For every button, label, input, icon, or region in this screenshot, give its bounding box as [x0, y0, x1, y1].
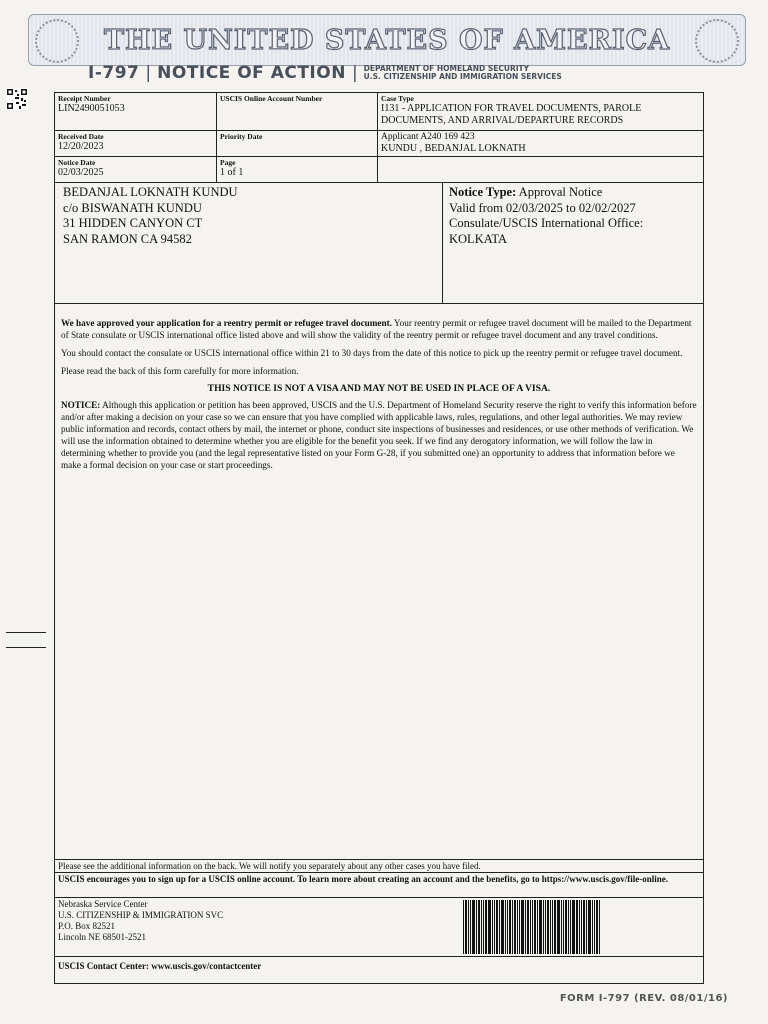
- pickup-instructions: You should contact the consulate or USCIS international office within 21 to 30 days from the date of this notice to pick up the reentry permit or refugee travel document.: [61, 348, 683, 358]
- barcode-bar: [505, 900, 506, 954]
- office-line-1: Nebraska Service Center: [58, 899, 148, 909]
- barcode-bar: [488, 900, 491, 954]
- priority-date-label: Priority Date: [220, 132, 263, 141]
- additional-info-row: [55, 859, 703, 872]
- notice-type-label: Notice Type:: [449, 185, 517, 199]
- barcode-bar: [581, 900, 582, 954]
- barcode-bar: [527, 900, 529, 954]
- page-cell: [217, 157, 378, 183]
- office-line-2: U.S. CITIZENSHIP & IMMIGRATION SVC: [58, 910, 224, 920]
- barcode-bar: [576, 900, 578, 954]
- barcode-bar: [550, 900, 551, 954]
- online-account-cell: [217, 93, 378, 131]
- barcode-bar: [570, 900, 571, 954]
- barcode-bar: [537, 900, 538, 954]
- approval-details: Your reentry permit or refugee travel document will be mailed to the Department of State consulate or USCIS international office listed above and will show the validity of the reentry permit or refugee travel document and any travel conditions.: [61, 318, 692, 340]
- barcode-bar: [592, 900, 593, 954]
- receipt-number: LIN2490051053: [58, 103, 125, 114]
- fold-mark: [6, 632, 46, 633]
- case-type-line-1: I131 - APPLICATION FOR TRAVEL DOCUMENTS, PAROLE: [381, 103, 642, 114]
- qr-code-icon: [6, 88, 28, 110]
- notice-label: NOTICE:: [61, 400, 101, 410]
- notice-date-label: Notice Date: [58, 158, 96, 167]
- barcode-bar: [530, 900, 531, 954]
- notice-form: [54, 92, 704, 984]
- page-value: 1 of 1: [220, 167, 244, 178]
- applicant-a-number: Applicant A240 169 423: [381, 132, 475, 142]
- notice-date-cell: [55, 157, 217, 183]
- barcode-bar: [476, 900, 477, 954]
- form-revision: FORM I-797 (REV. 08/01/16): [559, 993, 728, 1004]
- usa-banner: [28, 14, 746, 66]
- barcode-bar: [470, 900, 471, 954]
- case-type-line-2: DOCUMENTS, AND ARRIVAL/DEPARTURE RECORDS: [381, 115, 624, 126]
- barcode-bar: [596, 900, 598, 954]
- barcode-bar: [521, 900, 524, 954]
- barcode-bar: [514, 900, 516, 954]
- barcode-bar: [485, 900, 487, 954]
- address-line-2: c/o BISWANATH KUNDU: [63, 200, 202, 215]
- barcode-bar: [481, 900, 482, 954]
- barcode-bar: [572, 900, 575, 954]
- barcode-bar: [532, 900, 533, 954]
- office-line-3: P.O. Box 82521: [58, 921, 116, 931]
- barcode-bar: [554, 900, 556, 954]
- address-line-3: 31 HIDDEN CANYON CT: [63, 216, 203, 230]
- online-signup-text: USCIS encourages you to sign up for a USCIS online account. To learn more about creating an account and the benefits, go to https://www.uscis.gov/file-online.: [58, 874, 669, 884]
- barcode-bar: [565, 900, 567, 954]
- barcode-bar: [539, 900, 542, 954]
- empty-cell: [378, 157, 703, 183]
- barcode-bar: [519, 900, 520, 954]
- address-divider: [442, 183, 443, 303]
- barcode-bar: [594, 900, 595, 954]
- barcode-bar: [483, 900, 484, 954]
- notice-text: Although this application or petition has been approved, USCIS and the U.S. Department of Homeland Security reserve the right to verify this information before and/or after making a decision on your case so we can ensure that you have complied with applicable laws, rules, regulations, and other legal authorities. We may review public information and records, contact others by mail, the internet or phone, conduct site inspections of businesses and residences, or use other methods of verification. We will use the information obtained to determine whether you are eligible for the benefit you seek. If we find any derogatory information, we will follow the law in determining whether to provide you (and the legal representative listed on your Form G-28, if you submitted one) an opportunity to address that information before we make a formal decision on your case or start proceedings.: [61, 400, 697, 470]
- barcode-bar: [543, 900, 544, 954]
- fold-mark: [6, 647, 46, 648]
- barcode-bar: [494, 900, 495, 954]
- priority-date-cell: [217, 131, 378, 157]
- title-separator: |: [145, 63, 152, 83]
- page-label: Page: [220, 158, 236, 167]
- applicant-cell: [378, 131, 703, 157]
- applicant-name: KUNDU , BEDANJAL LOKNATH: [381, 143, 526, 154]
- form-number: I-797: [88, 63, 140, 83]
- receipt-number-cell: [55, 93, 217, 131]
- barcode-bar: [545, 900, 546, 954]
- barcode-bar: [586, 900, 587, 954]
- visa-warning: THIS NOTICE IS NOT A VISA AND MAY NOT BE USED IN PLACE OF A VISA.: [207, 383, 551, 394]
- case-type-cell: [378, 93, 703, 131]
- barcode-bar: [525, 900, 526, 954]
- barcode-bar: [512, 900, 513, 954]
- barcode-bar: [517, 900, 518, 954]
- mailing-address: [63, 185, 238, 247]
- barcode-bar: [463, 900, 464, 954]
- barcode-bar: [583, 900, 585, 954]
- agency-line-2: U.S. CITIZENSHIP AND IMMIGRATION SERVICES: [363, 72, 562, 81]
- barcode-bar: [492, 900, 493, 954]
- title-separator: |: [351, 63, 358, 83]
- online-account-label: USCIS Online Account Number: [220, 94, 323, 103]
- office-line-4: Lincoln NE 68501-2521: [58, 932, 146, 942]
- online-signup-row: [55, 872, 703, 897]
- barcode-bar: [563, 900, 564, 954]
- barcode-bar: [496, 900, 498, 954]
- additional-info-text: Please see the additional information on the back. We will notify you separately about any other cases you have filed.: [58, 861, 481, 871]
- agency-block: [364, 65, 562, 82]
- barcode-bar: [472, 900, 475, 954]
- received-date: 12/20/2023: [58, 141, 104, 152]
- form-name: NOTICE OF ACTION: [157, 63, 346, 83]
- barcode-bar: [501, 900, 504, 954]
- barcode-bar: [478, 900, 480, 954]
- form-header: [88, 62, 562, 84]
- banner-title: THE UNITED STATES OF AMERICA: [103, 24, 671, 56]
- notice-body: [61, 317, 697, 477]
- barcode-bar: [588, 900, 591, 954]
- barcode-bar: [557, 900, 560, 954]
- barcode-bar: [552, 900, 553, 954]
- barcode-bar: [499, 900, 500, 954]
- barcode-bar: [599, 900, 600, 954]
- barcode-bar: [561, 900, 562, 954]
- agency-line-1: DEPARTMENT OF HOMELAND SECURITY: [363, 63, 530, 73]
- address-line-1: BEDANJAL LOKNATH KUNDU: [63, 185, 238, 199]
- barcode-bar: [547, 900, 549, 954]
- barcode-bar: [468, 900, 469, 954]
- notice-date: 02/03/2025: [58, 167, 104, 178]
- barcode-bar: [507, 900, 508, 954]
- receipt-number-label: Receipt Number: [58, 94, 111, 103]
- contact-center: USCIS Contact Center: www.uscis.gov/contactcenter: [58, 961, 262, 971]
- barcode-icon: [463, 900, 633, 954]
- barcode-bar: [465, 900, 467, 954]
- barcode-bar: [568, 900, 569, 954]
- received-date-cell: [55, 131, 217, 157]
- barcode-bar: [534, 900, 536, 954]
- received-date-label: Received Date: [58, 132, 104, 141]
- approval-statement: We have approved your application for a reentry permit or refugee travel document.: [61, 318, 392, 328]
- office-value: KOLKATA: [449, 231, 508, 246]
- notice-info: [449, 185, 643, 247]
- case-type-label: Case Type: [381, 94, 414, 103]
- office-label: Consulate/USCIS International Office:: [449, 216, 644, 230]
- barcode-bar: [579, 900, 580, 954]
- address-block-area: [55, 183, 703, 304]
- rosette-ornament-icon: [695, 19, 739, 63]
- address-line-4: SAN RAMON CA 94582: [63, 231, 192, 246]
- notice-type-value: Approval Notice: [518, 185, 603, 199]
- rosette-ornament-icon: [35, 19, 79, 63]
- read-back-note: Please read the back of this form carefully for more information.: [61, 366, 299, 376]
- barcode-bar: [509, 900, 511, 954]
- validity-period: Valid from 02/03/2025 to 02/02/2027: [449, 200, 636, 215]
